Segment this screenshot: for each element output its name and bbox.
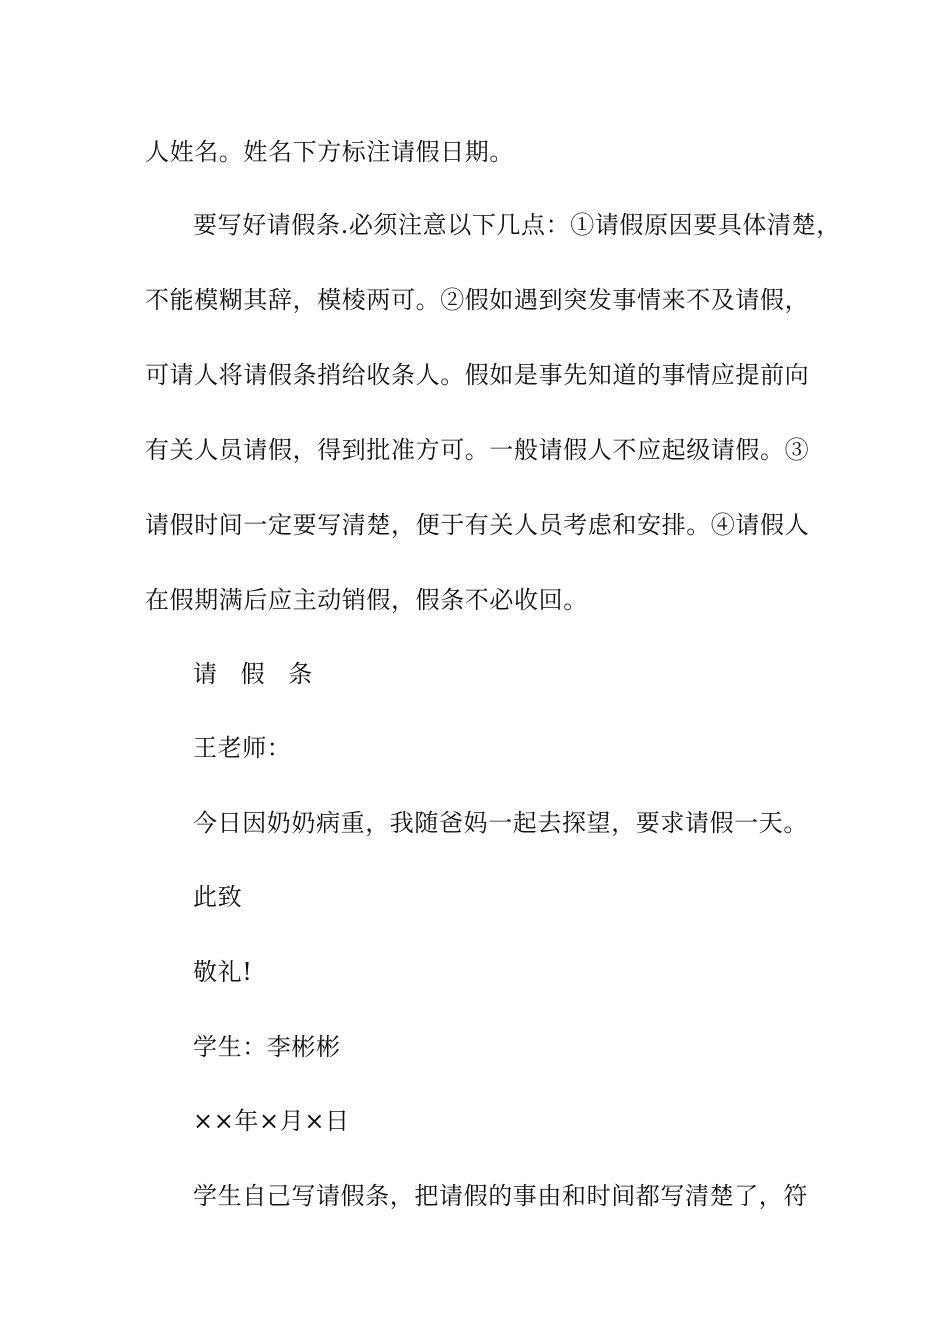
tips-line-2: 不能模糊其辞，模棱两可。②假如遇到突发事情来不及请假， — [145, 286, 810, 314]
tips-line-1: 要写好请假条.必须注意以下几点：①请假原因要具体清楚， — [193, 211, 841, 239]
note-body: 今日因奶奶病重，我随爸妈一起去探望，要求请假一天。 — [193, 809, 808, 837]
note-title: 请 假 条 — [193, 660, 321, 688]
note-signature: 学生：李彬彬 — [193, 1033, 341, 1061]
note-closing-2: 敬礼! — [193, 958, 253, 986]
final-paragraph-line: 学生自己写请假条，把请假的事由和时间都写清楚了，符 — [193, 1182, 808, 1210]
tips-line-5: 请假时间一定要写清楚，便于有关人员考虑和安排。④请假人 — [145, 511, 810, 539]
paragraph-continuation: 人姓名。姓名下方标注请假日期。 — [145, 138, 514, 166]
tips-line-4: 有关人员请假，得到批准方可。一般请假人不应起级请假。③ — [145, 436, 810, 464]
note-salutation: 王老师： — [193, 734, 292, 762]
tips-line-6: 在假期满后应主动销假，假条不必收回。 — [145, 586, 588, 614]
tips-line-3: 可请人将请假条捎给收条人。假如是事先知道的事情应提前向 — [145, 361, 810, 389]
note-closing-1: 此致 — [193, 883, 243, 911]
note-date: ××年×月×日 — [193, 1107, 350, 1135]
